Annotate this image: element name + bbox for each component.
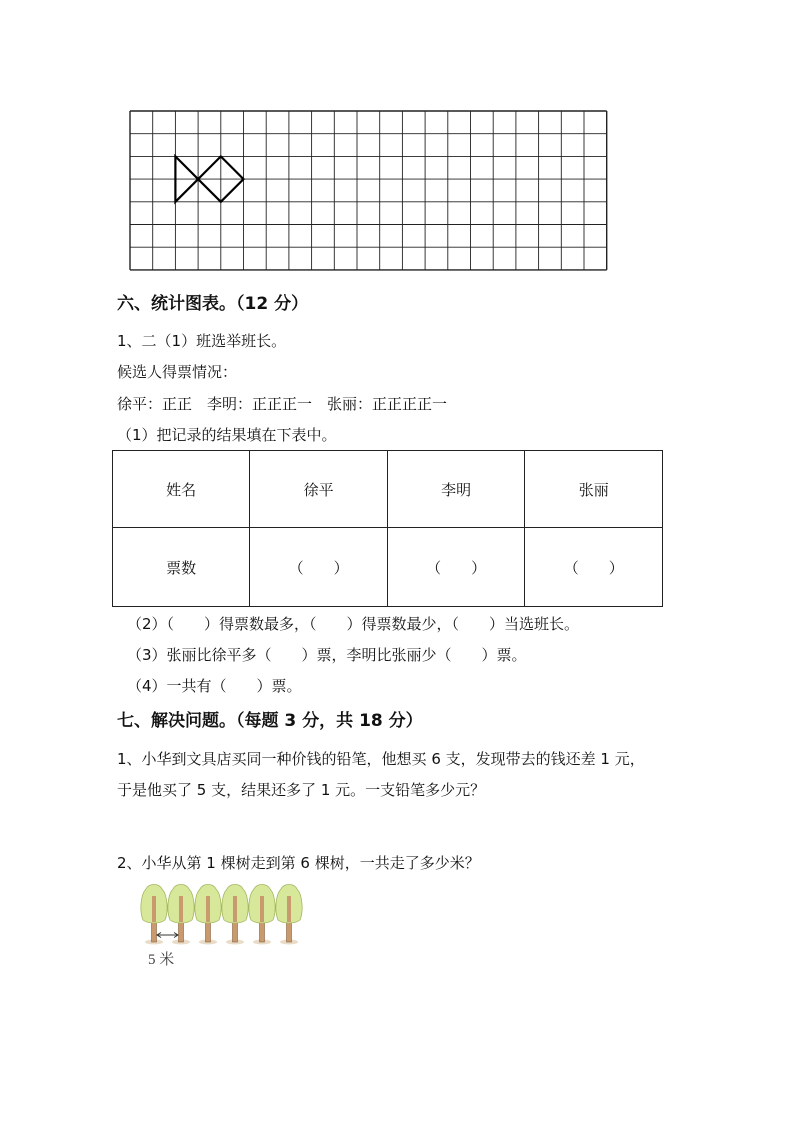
sub-question-4: （4）一共有（ ）票。: [127, 677, 302, 695]
table-row: [113, 451, 663, 528]
drawing-grid: [129, 110, 609, 272]
candidate-name: 张丽: [525, 451, 663, 528]
vote-count-blank[interactable]: [250, 528, 388, 607]
sub-question-2: （2）（ ）得票数最多，（ ）得票数最少，（ ）当选班长。: [127, 615, 580, 633]
problem-1-line-1: 1、小华到文具店买同一种价钱的铅笔，他想买 6 支，发现带去的钱还差 1 元，: [117, 750, 645, 768]
tree-icon: [222, 885, 248, 945]
candidate-name: 徐平: [250, 451, 388, 528]
table-row: [113, 528, 663, 607]
section6-heading: 六、统计图表。（12 分）: [117, 294, 309, 314]
blank-parentheses: （ ）: [288, 558, 349, 577]
tree-icon: [249, 885, 275, 945]
blank-parentheses: （ ）: [426, 558, 487, 577]
blank-parentheses: （ ）: [563, 558, 624, 577]
tree-icon: [276, 885, 302, 945]
header-name-label: 姓名: [113, 451, 250, 528]
tree-icon: [195, 885, 221, 945]
candidates-intro: 候选人得票情况：: [117, 363, 238, 381]
votes-row-label: 票数: [113, 528, 250, 607]
problem-1-line-2: 于是他买了 5 支，结果还多了 1 元。一支铅笔多少元？: [117, 781, 486, 799]
vote-count-blank[interactable]: [387, 528, 525, 607]
distance-label: 5 米: [148, 952, 175, 968]
sub-question-3: （3）张丽比徐平多（ ）票，李明比张丽少（ ）票。: [127, 646, 527, 664]
section7-heading: 七、解决问题。（每题 3 分，共 18 分）: [117, 711, 423, 731]
vote-table: [112, 450, 663, 607]
tally-record: 徐平：正正 李明：正正正一 张丽：正正正正一: [117, 395, 448, 413]
question-1-text: 1、二（1）班选举班长。: [117, 332, 287, 350]
problem-2-text: 2、小华从第 1 棵树走到第 6 棵树，一共走了多少米？: [117, 854, 480, 872]
vote-count-blank[interactable]: [525, 528, 663, 607]
trees-illustration: [138, 880, 318, 950]
candidate-name: 李明: [387, 451, 525, 528]
sub-question-1: （1）把记录的结果填在下表中。: [117, 426, 337, 444]
distance-arrow: [157, 933, 178, 938]
